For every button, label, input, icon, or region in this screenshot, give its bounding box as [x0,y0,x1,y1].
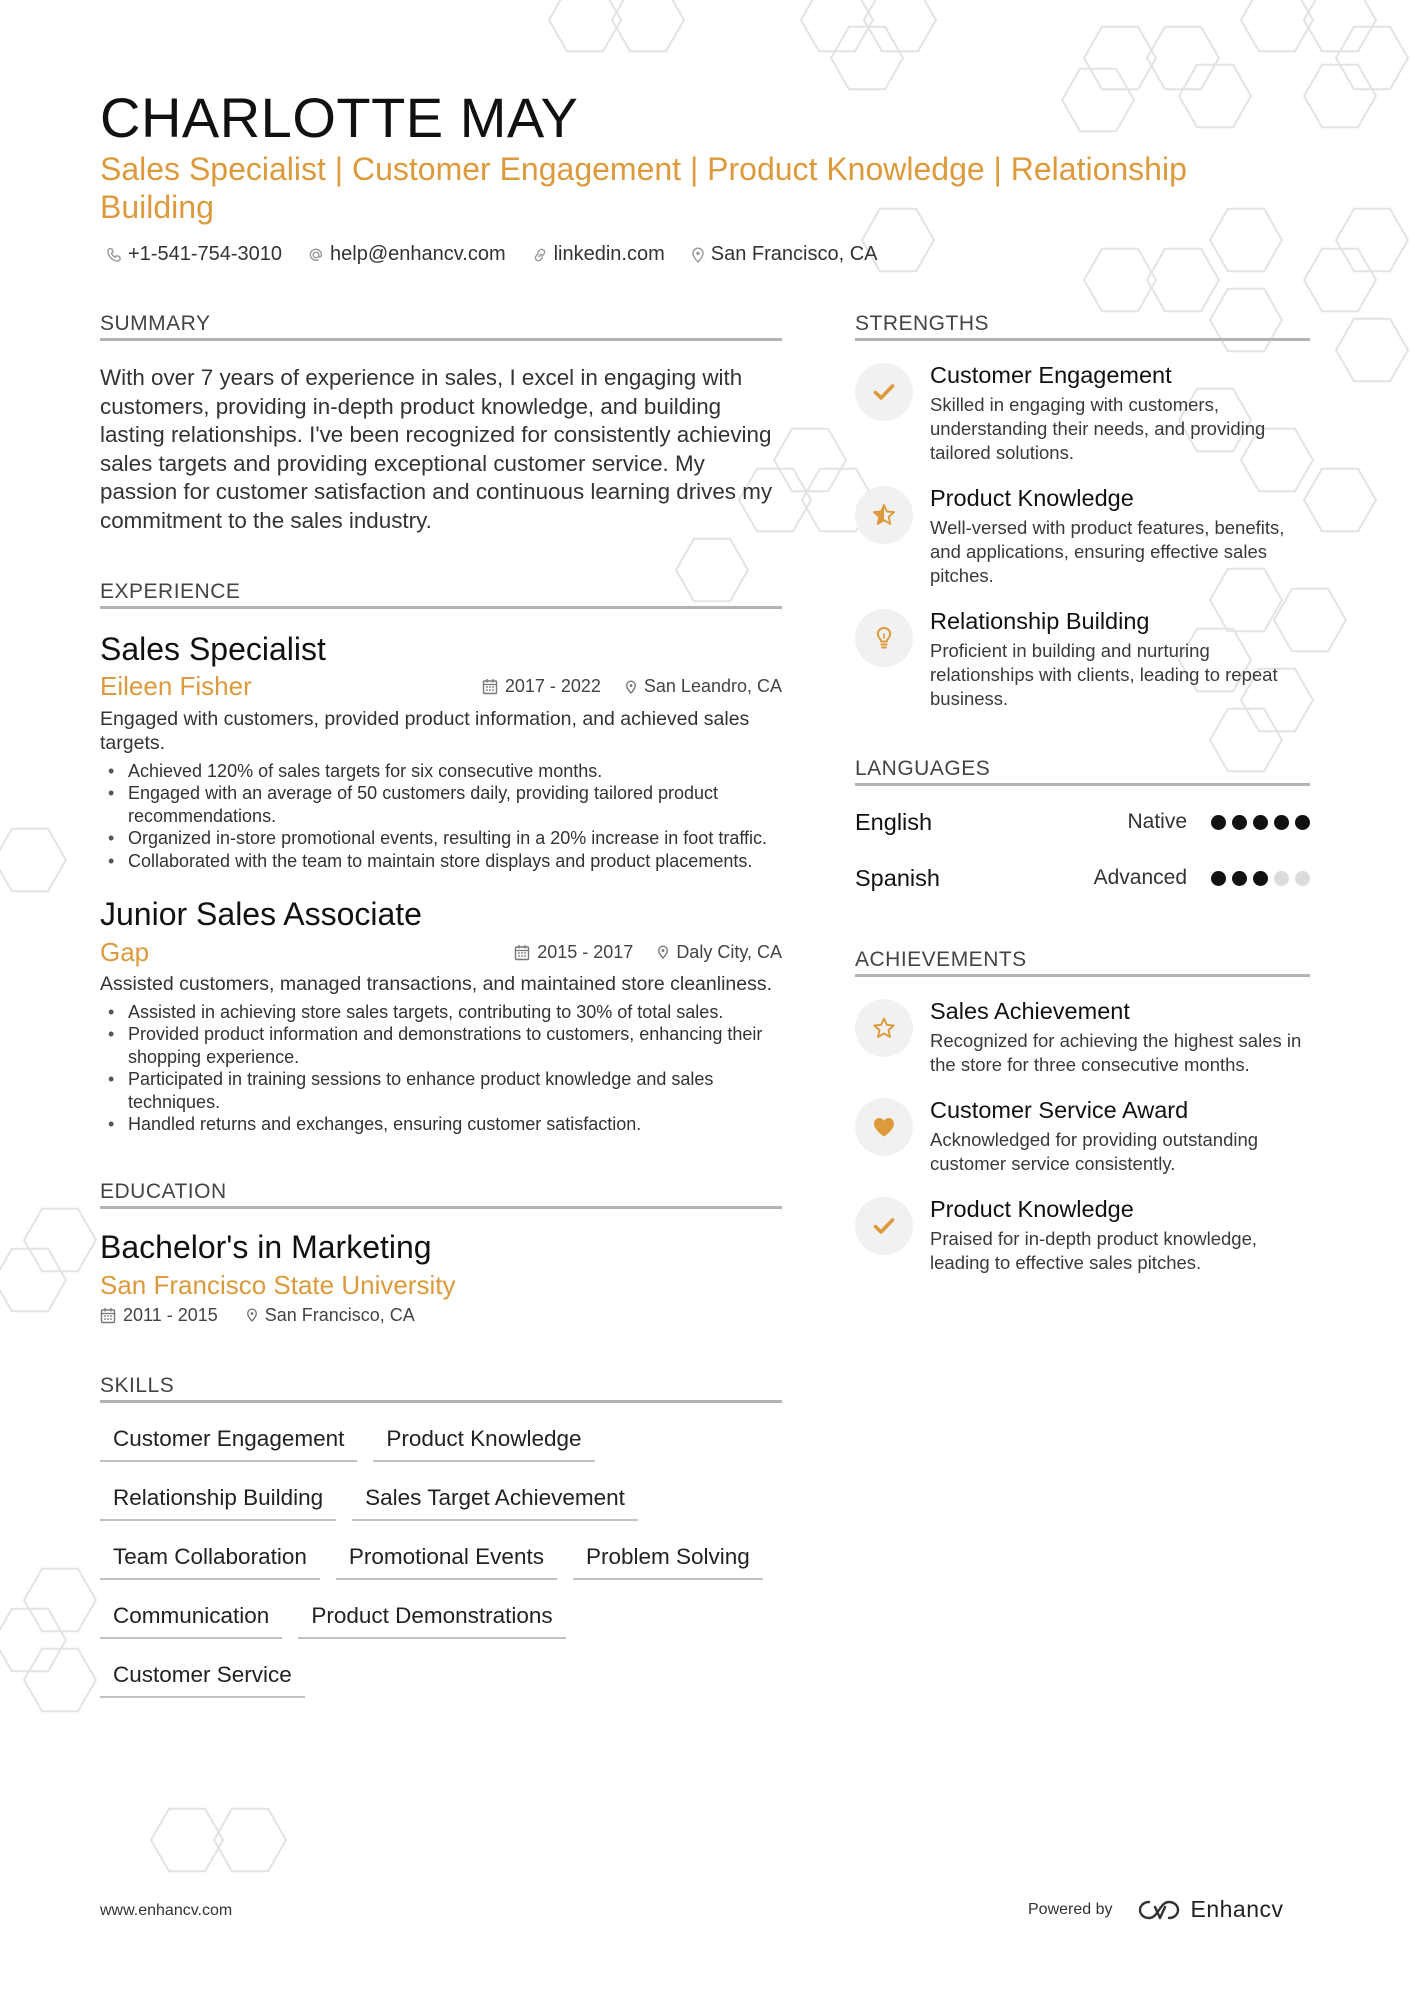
strength-item [855,607,1310,711]
language-proficiency [1127,810,1310,834]
job-meta-row [100,934,782,970]
skill-tag: Problem Solving [573,1536,763,1580]
languages-section [855,757,1310,906]
language-name: English [855,808,933,835]
language-proficiency [1094,866,1310,890]
at-icon [308,247,324,263]
languages-list [855,794,1310,906]
job-bullet: • Achieved 120% of sales targets for six consecutive months. [100,760,782,783]
job-entry [100,629,782,873]
contact-location [691,243,878,266]
language-rating-dots [1205,871,1310,886]
star-half-icon [855,486,913,544]
job-dates [482,676,601,697]
company-name: Eileen Fisher [100,671,252,702]
contact-email[interactable] [308,243,506,266]
strength-title: Product Knowledge [930,485,1134,511]
right-column [855,312,1310,1275]
achievement-title: Product Knowledge [930,1196,1134,1222]
rating-dot-filled [1253,871,1268,886]
skills-list [100,1418,782,1713]
language-item [855,850,1310,906]
education-meta [100,1305,782,1326]
achievement-item [855,1195,1310,1275]
headline: Sales Specialist | Customer Engagement | Product Knowledge | Relationship Building [100,151,1187,225]
experience-heading: EXPERIENCE [100,580,782,609]
check-icon [855,1197,913,1255]
summary-text: With over 7 years of experience in sales, I excel in engaging with customers, providing in-depth product knowledge, and building lasting relationships. I've been recognized for consistently achieving sales targets and providing exceptional customer service. My passion for customer satisfaction and continuous learning drives my commitment to the sales industry. [100,365,773,533]
job-description: Engaged with customers, provided product information, and achieved sales targets. [100,707,750,755]
job-dates [514,942,633,963]
rating-dot-filled [1274,815,1289,830]
achievements-heading: ACHIEVEMENTS [855,948,1310,977]
language-level: Advanced [1093,866,1187,889]
strength-desc: Skilled in engaging with customers, understanding their needs, and providing tailored solutions. [930,394,1266,463]
rating-dot-filled [1253,815,1268,830]
achievement-title: Sales Achievement [930,998,1130,1024]
brand-name: Enhancv [1190,1896,1284,1922]
job-bullet: • Collaborated with the team to maintain store displays and product placements. [100,850,782,873]
language-name: Spanish [855,864,940,891]
strength-item [855,484,1310,588]
education-location [246,1305,415,1326]
phone-icon [106,247,122,263]
strength-body [930,484,1310,588]
job-dates-text: 2017 - 2022 [504,676,601,697]
linkedin-text: linkedin.com [553,243,665,265]
language-level: Native [1127,810,1187,833]
education-location-text: San Francisco, CA [264,1304,415,1325]
achievement-body [930,1096,1310,1176]
achievement-body [930,997,1310,1077]
education-dates [100,1305,218,1326]
contact-phone[interactable] [106,243,282,266]
candidate-name: CHARLOTTE MAY [100,86,579,149]
job-bullet: • Handled returns and exchanges, ensuring customer satisfaction. [100,1113,782,1136]
lightbulb-icon [855,609,913,667]
contact-linkedin[interactable] [532,243,665,266]
strengths-section [855,312,1310,711]
job-description: Assisted customers, managed transactions, and maintained store cleanliness. [100,973,773,996]
rating-dot-filled [1211,815,1226,830]
achievement-desc: Praised for in-depth product knowledge, leading to effective sales pitches. [930,1228,1258,1273]
check-icon [855,363,913,421]
skill-tag: Relationship Building [100,1477,336,1521]
education-section [100,1180,782,1326]
job-location-text: Daly City, CA [676,941,782,962]
education-dates-text: 2011 - 2015 [123,1304,218,1325]
footer-branding [1028,1896,1284,1923]
calendar-icon [100,1307,116,1324]
school-name: San Francisco State University [100,1269,456,1300]
strength-body [930,361,1310,465]
skill-tag: Product Demonstrations [298,1595,565,1639]
strength-item [855,361,1310,465]
skill-tag: Sales Target Achievement [352,1477,638,1521]
location-pin-icon [246,1307,258,1323]
job-entry [100,894,782,1136]
location-pin-icon [691,247,705,263]
rating-dot-filled [1232,815,1247,830]
job-meta-row [100,669,782,705]
phone-text: +1-541-754-3010 [128,243,283,265]
link-icon [532,247,548,263]
language-item [855,794,1310,850]
left-column [100,312,782,1713]
company-name: Gap [100,936,150,967]
job-bullets [100,760,782,873]
language-rating-dots [1205,815,1310,830]
skill-tag: Promotional Events [336,1536,557,1580]
location-text: San Francisco, CA [710,243,878,265]
location-pin-icon [625,679,637,695]
skill-tag: Product Knowledge [373,1418,594,1462]
rating-dot-empty [1295,871,1310,886]
rating-dot-filled [1211,871,1226,886]
job-location [625,676,782,697]
calendar-icon [482,678,498,695]
skill-tag: Customer Service [100,1654,305,1698]
skills-heading: SKILLS [100,1374,782,1403]
footer-url[interactable]: www.enhancv.com [100,1902,233,1919]
job-location-text: San Leandro, CA [643,676,782,697]
job-bullet: • Organized in-store promotional events, resulting in a 20% increase in foot traffic. [100,827,782,850]
languages-heading: LANGUAGES [855,757,1310,786]
star-icon [855,999,913,1057]
location-pin-icon [657,944,669,960]
heart-icon [855,1098,913,1156]
achievement-body [930,1195,1310,1275]
strength-title: Customer Engagement [930,362,1172,388]
email-text: help@enhancv.com [330,243,506,265]
rating-dot-filled [1295,815,1310,830]
degree-title: Bachelor's in Marketing [100,1228,432,1265]
summary-section [100,312,782,536]
summary-heading: SUMMARY [100,312,782,341]
calendar-icon [514,944,530,961]
achievement-desc: Recognized for achieving the highest sales in the store for three consecutive months. [930,1030,1302,1075]
strength-desc: Proficient in building and nurturing relationships with clients, leading to repeat business. [930,640,1278,709]
job-bullet: • Assisted in achieving store sales targets, contributing to 30% of total sales. [100,1001,782,1024]
contact-bar [106,243,904,266]
job-bullet: • Provided product information and demonstrations to customers, enhancing their shopping experience. [100,1023,782,1068]
strengths-heading: STRENGTHS [855,312,1310,341]
strength-title: Relationship Building [930,608,1150,634]
job-bullets [100,1001,782,1136]
job-meta [458,676,782,697]
rating-dot-empty [1274,871,1289,886]
job-bullet: • Participated in training sessions to enhance product knowledge and sales techniques. [100,1068,782,1113]
job-title: Sales Specialist [100,630,326,667]
job-bullet: • Engaged with an average of 50 customers daily, providing tailored product recommendations. [100,782,782,827]
strength-desc: Well-versed with product features, benefits, and applications, ensuring effective sales pitches. [930,517,1285,586]
skill-tag: Team Collaboration [100,1536,320,1580]
achievement-desc: Acknowledged for providing outstanding customer service consistently. [930,1129,1259,1174]
achievement-title: Customer Service Award [930,1097,1189,1123]
skills-section [100,1374,782,1713]
achievements-section [855,948,1310,1275]
education-heading: EDUCATION [100,1180,782,1209]
strength-body [930,607,1310,711]
skill-tag: Customer Engagement [100,1418,357,1462]
achievement-item [855,997,1310,1077]
powered-by-label: Powered by [1028,1900,1113,1918]
experience-section [100,580,782,1136]
skill-tag: Communication [100,1595,282,1639]
achievement-item [855,1096,1310,1176]
rating-dot-filled [1232,871,1247,886]
job-meta [490,942,782,963]
job-title: Junior Sales Associate [100,896,422,933]
enhancv-logo-icon [1137,1898,1183,1922]
job-location [657,942,782,963]
job-dates-text: 2015 - 2017 [537,941,634,962]
